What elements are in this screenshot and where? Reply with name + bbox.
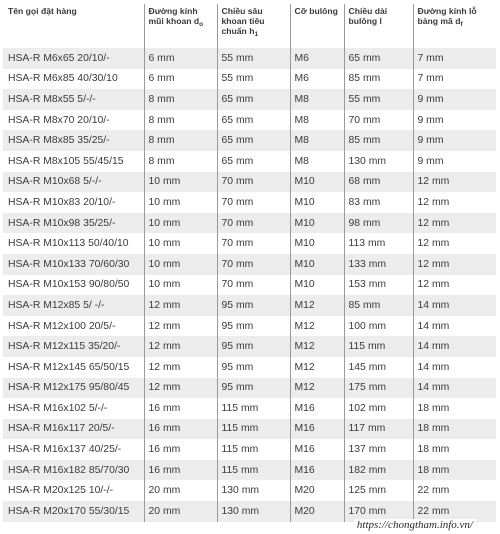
cell-hole-diameter: 9 mm [413,89,496,110]
cell-bolt-length: 65 mm [344,48,413,69]
cell-drill-depth: 95 mm [217,336,290,357]
table-row [3,398,496,419]
table-row [3,254,496,275]
header-order-name [3,4,144,48]
column-header-label: Cỡ bulông [294,6,338,16]
cell-hole-diameter: 22 mm [413,480,496,501]
cell-bolt-size: M20 [290,501,344,522]
cell-hole-diameter: 18 mm [413,398,496,419]
cell-order-name: HSA-R M16x117 20/5/- [3,419,144,440]
cell-hole-diameter: 7 mm [413,69,496,90]
table-row [3,130,496,151]
cell-order-name: HSA-R M10x98 35/25/- [3,213,144,234]
cell-bolt-length: 100 mm [344,316,413,337]
cell-drill-depth: 55 mm [217,48,290,69]
cell-bolt-length: 102 mm [344,398,413,419]
cell-bolt-size: M12 [290,316,344,337]
column-header-label: Tên gọi đặt hàng [8,6,77,16]
cell-hole-diameter: 12 mm [413,275,496,296]
column-header-label: Đường kính lỗ bảng mã d [417,6,477,26]
cell-bolt-size: M6 [290,48,344,69]
cell-bolt-size: M8 [290,110,344,131]
table-row [3,439,496,460]
cell-order-name: HSA-R M20x170 55/30/15 [3,501,144,522]
cell-order-name: HSA-R M6x65 20/10/- [3,48,144,69]
cell-bolt-length: 113 mm [344,233,413,254]
cell-drill-depth: 115 mm [217,398,290,419]
cell-bolt-size: M12 [290,336,344,357]
cell-bolt-length: 83 mm [344,192,413,213]
cell-order-name: HSA-R M8x85 35/25/- [3,130,144,151]
cell-bolt-length: 85 mm [344,69,413,90]
cell-bolt-length: 175 mm [344,378,413,399]
cell-hole-diameter: 12 mm [413,254,496,275]
cell-drill-diameter: 8 mm [144,110,217,131]
cell-bolt-size: M16 [290,439,344,460]
table-row [3,233,496,254]
table-row [3,69,496,90]
cell-bolt-length: 85 mm [344,130,413,151]
table-row [3,357,496,378]
cell-drill-depth: 70 mm [217,254,290,275]
cell-order-name: HSA-R M8x70 20/10/- [3,110,144,131]
cell-drill-depth: 55 mm [217,69,290,90]
cell-bolt-size: M8 [290,151,344,172]
column-header-label: Chiều sâu khoan tiêu chuẩn h [221,6,265,36]
cell-drill-diameter: 16 mm [144,460,217,481]
cell-drill-depth: 70 mm [217,192,290,213]
cell-drill-depth: 95 mm [217,378,290,399]
column-header-label: Đường kính mũi khoan d [148,6,200,26]
cell-bolt-size: M6 [290,69,344,90]
cell-order-name: HSA-R M10x68 5/-/- [3,172,144,193]
cell-hole-diameter: 14 mm [413,336,496,357]
cell-drill-depth: 70 mm [217,233,290,254]
cell-drill-depth: 95 mm [217,316,290,337]
cell-drill-diameter: 8 mm [144,151,217,172]
cell-order-name: HSA-R M20x125 10/-/- [3,480,144,501]
cell-bolt-length: 115 mm [344,336,413,357]
cell-bolt-size: M10 [290,213,344,234]
cell-drill-diameter: 12 mm [144,316,217,337]
cell-drill-diameter: 10 mm [144,192,217,213]
cell-drill-diameter: 8 mm [144,89,217,110]
cell-bolt-length: 85 mm [344,295,413,316]
cell-order-name: HSA-R M16x137 40/25/- [3,439,144,460]
table-row [3,378,496,399]
cell-bolt-size: M10 [290,254,344,275]
cell-drill-depth: 65 mm [217,110,290,131]
table-row [3,419,496,440]
table-row [3,48,496,69]
cell-drill-depth: 115 mm [217,460,290,481]
cell-hole-diameter: 14 mm [413,357,496,378]
cell-drill-depth: 95 mm [217,295,290,316]
table-row [3,336,496,357]
header-bolt-size [290,4,344,48]
cell-bolt-size: M16 [290,460,344,481]
anchor-spec-table [3,4,496,522]
column-header-subscript: f [460,21,463,28]
cell-bolt-length: 125 mm [344,480,413,501]
cell-order-name: HSA-R M16x102 5/-/- [3,398,144,419]
cell-bolt-length: 68 mm [344,172,413,193]
cell-bolt-size: M10 [290,275,344,296]
cell-order-name: HSA-R M12x100 20/5/- [3,316,144,337]
cell-drill-depth: 70 mm [217,172,290,193]
cell-drill-depth: 130 mm [217,480,290,501]
cell-bolt-size: M12 [290,378,344,399]
cell-order-name: HSA-R M10x113 50/40/10 [3,233,144,254]
cell-order-name: HSA-R M12x115 35/20/- [3,336,144,357]
cell-bolt-length: 70 mm [344,110,413,131]
cell-hole-diameter: 12 mm [413,192,496,213]
header-hole-diameter [413,4,496,48]
cell-drill-diameter: 20 mm [144,501,217,522]
cell-hole-diameter: 18 mm [413,460,496,481]
cell-order-name: HSA-R M12x175 95/80/45 [3,378,144,399]
table-row [3,460,496,481]
cell-hole-diameter: 9 mm [413,110,496,131]
cell-bolt-length: 55 mm [344,89,413,110]
header-drill-depth [217,4,290,48]
cell-hole-diameter: 12 mm [413,213,496,234]
cell-bolt-size: M8 [290,130,344,151]
cell-drill-diameter: 10 mm [144,275,217,296]
cell-drill-diameter: 10 mm [144,213,217,234]
cell-drill-diameter: 20 mm [144,480,217,501]
cell-hole-diameter: 9 mm [413,151,496,172]
cell-bolt-length: 153 mm [344,275,413,296]
cell-bolt-length: 137 mm [344,439,413,460]
cell-drill-depth: 65 mm [217,151,290,172]
cell-bolt-length: 145 mm [344,357,413,378]
cell-drill-depth: 65 mm [217,89,290,110]
cell-drill-diameter: 12 mm [144,378,217,399]
cell-hole-diameter: 9 mm [413,130,496,151]
cell-bolt-length: 170 mm [344,501,413,522]
column-header-subscript: o [199,21,204,28]
cell-order-name: HSA-R M6x85 40/30/10 [3,69,144,90]
cell-hole-diameter: 18 mm [413,439,496,460]
cell-drill-depth: 70 mm [217,275,290,296]
table-row [3,295,496,316]
table-header-row [3,4,496,48]
table-row [3,151,496,172]
cell-drill-diameter: 12 mm [144,357,217,378]
cell-drill-diameter: 10 mm [144,254,217,275]
cell-bolt-size: M10 [290,233,344,254]
cell-drill-diameter: 8 mm [144,130,217,151]
cell-hole-diameter: 14 mm [413,295,496,316]
cell-drill-diameter: 6 mm [144,48,217,69]
table-row [3,192,496,213]
cell-order-name: HSA-R M8x55 5/-/- [3,89,144,110]
column-header-subscript: 1 [254,31,259,38]
cell-drill-diameter: 6 mm [144,69,217,90]
table-row [3,89,496,110]
cell-bolt-length: 182 mm [344,460,413,481]
cell-hole-diameter: 12 mm [413,233,496,254]
header-bolt-length [344,4,413,48]
cell-drill-depth: 115 mm [217,419,290,440]
cell-drill-diameter: 12 mm [144,295,217,316]
table-row [3,110,496,131]
cell-drill-depth: 130 mm [217,501,290,522]
cell-order-name: HSA-R M10x133 70/60/30 [3,254,144,275]
cell-drill-diameter: 16 mm [144,419,217,440]
cell-drill-depth: 95 mm [217,357,290,378]
table-body [3,48,496,522]
cell-order-name: HSA-R M16x182 85/70/30 [3,460,144,481]
cell-bolt-size: M16 [290,398,344,419]
cell-drill-diameter: 10 mm [144,172,217,193]
cell-order-name: HSA-R M8x105 55/45/15 [3,151,144,172]
cell-drill-diameter: 12 mm [144,336,217,357]
cell-bolt-size: M10 [290,172,344,193]
cell-hole-diameter: 12 mm [413,172,496,193]
cell-bolt-size: M20 [290,480,344,501]
cell-order-name: HSA-R M10x83 20/10/- [3,192,144,213]
cell-bolt-size: M16 [290,419,344,440]
cell-bolt-size: M12 [290,295,344,316]
cell-drill-diameter: 10 mm [144,233,217,254]
cell-hole-diameter: 14 mm [413,316,496,337]
cell-hole-diameter: 22 mm [413,501,496,522]
cell-order-name: HSA-R M12x145 65/50/15 [3,357,144,378]
cell-hole-diameter: 14 mm [413,378,496,399]
table-row [3,316,496,337]
cell-order-name: HSA-R M10x153 90/80/50 [3,275,144,296]
cell-bolt-size: M8 [290,89,344,110]
cell-order-name: HSA-R M12x85 5/ -/- [3,295,144,316]
table-row [3,480,496,501]
cell-bolt-length: 98 mm [344,213,413,234]
table-row [3,172,496,193]
cell-drill-depth: 70 mm [217,213,290,234]
cell-hole-diameter: 7 mm [413,48,496,69]
table-row [3,275,496,296]
cell-bolt-size: M10 [290,192,344,213]
cell-bolt-length: 117 mm [344,419,413,440]
cell-hole-diameter: 18 mm [413,419,496,440]
cell-drill-diameter: 16 mm [144,439,217,460]
table-row [3,213,496,234]
cell-bolt-size: M12 [290,357,344,378]
header-drill-diameter [144,4,217,48]
cell-drill-depth: 115 mm [217,439,290,460]
cell-bolt-length: 130 mm [344,151,413,172]
cell-bolt-length: 133 mm [344,254,413,275]
source-watermark: https://chongtham.info.vn/ [354,519,476,531]
cell-drill-diameter: 16 mm [144,398,217,419]
column-header-label: Chiều dài bulông l [348,6,388,26]
cell-drill-depth: 65 mm [217,130,290,151]
